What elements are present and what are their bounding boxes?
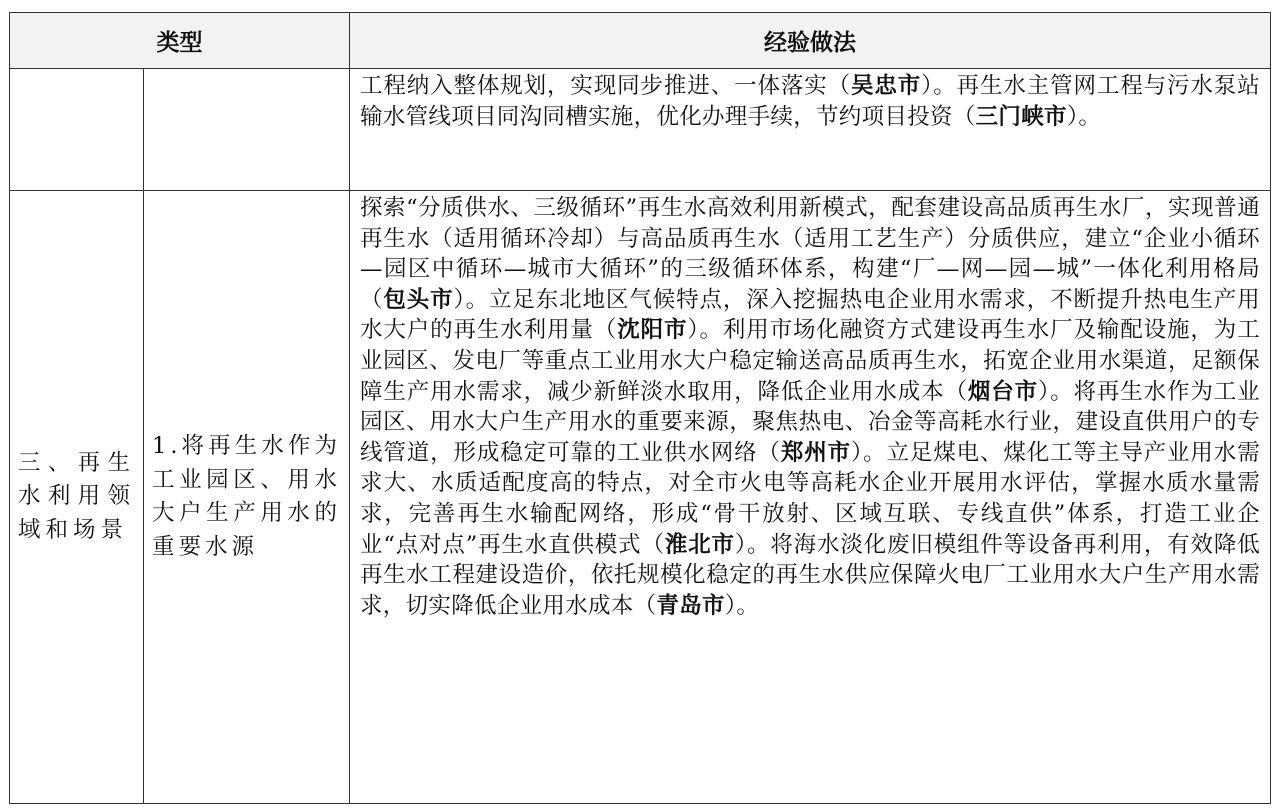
city-name: 青岛市 <box>656 592 725 619</box>
city-name: 包头市 <box>383 286 454 313</box>
header-type: 类型 <box>10 13 350 69</box>
city-name: 烟台市 <box>967 378 1039 405</box>
practice-cell <box>350 69 1271 191</box>
practice-text <box>350 69 1270 132</box>
practice-segment: ）。将海水淡化废旧模组件等设备再利用，有效降低再生水工程建设造价，依托规模化稳定的再生水供应保障火电厂工业用水大户生产用水需求，切实降低企业用水成本（ <box>360 531 1260 619</box>
practice-segment: ）。再生水主管网工程与污水泵站输水管线项目同沟同槽实施，优化办理手续，节约项目投资（ <box>360 73 1260 130</box>
practice-segment: ）。立足东北地区气候特点，深入挖掘热电企业用水需求，不断提升热电生产用水大户的再生水利用量（ <box>360 286 1260 344</box>
practice-table <box>9 12 1271 804</box>
practice-cell <box>350 191 1271 804</box>
category-cell <box>10 69 144 191</box>
table-row <box>10 191 1271 804</box>
practice-segment: ）。 <box>1066 103 1102 130</box>
practice-segment: ）。立足煤电、煤化工等主导产业用水需求大、水质适配度高的特点，对全市火电等高耗水企业开展用水评估，掌握水质水量需求，完善再生水输配网络，形成“骨干放射、区域互联、专线直供”体系，打造工业企业“点对点”再生水直供模式（ <box>360 439 1260 558</box>
city-name: 淮北市 <box>664 531 735 558</box>
subcategory-label: 1.将再生水作为工业园区、用水大户生产用水的重要水源 <box>152 433 341 560</box>
practice-segment: ）。利用市场化融资方式建设再生水厂及输配设施，为工业园区、发电厂等重点工业用水大户稳定输送高品质再生水，拓宽企业用水渠道，足额保障生产用水需求，减少新鲜淡水取用，降低企业用水成本（ <box>360 317 1260 405</box>
practice-segment: 工程纳入整体规划，实现同步推进、一体落实（ <box>360 73 851 99</box>
subcategory-cell <box>144 191 350 804</box>
category-label: 三、再生水利用领域和场景 <box>18 449 135 543</box>
table-row <box>10 69 1271 191</box>
city-name: 三门峡市 <box>975 103 1067 130</box>
city-name: 沈阳市 <box>617 317 688 344</box>
category-cell <box>10 191 144 804</box>
practice-segment: 探索“分质供水、三级循环”再生水高效利用新模式，配套建设高品质再生水厂，实现普通再生水（适用循环冷却）与高品质再生水（适用工艺生产）分质供应，建立“企业小循环—园区中循环—城市大循环”的三级循环体系，构建“厂—网—园—城”一体化利用格局（ <box>360 195 1260 313</box>
practice-segment: ）。将再生水作为工业园区、用水大户生产用水的重要来源，聚焦热电、冶金等高耗水行业，建设直供用户的专线管道，形成稳定可靠的工业供水网络（ <box>360 378 1260 466</box>
practice-text <box>350 191 1270 621</box>
city-name: 吴忠市 <box>850 73 922 99</box>
practice-segment: ）。 <box>724 592 760 619</box>
city-name: 郑州市 <box>780 439 851 466</box>
header-practice: 经验做法 <box>350 13 1271 69</box>
subcategory-cell <box>144 69 350 191</box>
table-header-row <box>10 13 1271 69</box>
